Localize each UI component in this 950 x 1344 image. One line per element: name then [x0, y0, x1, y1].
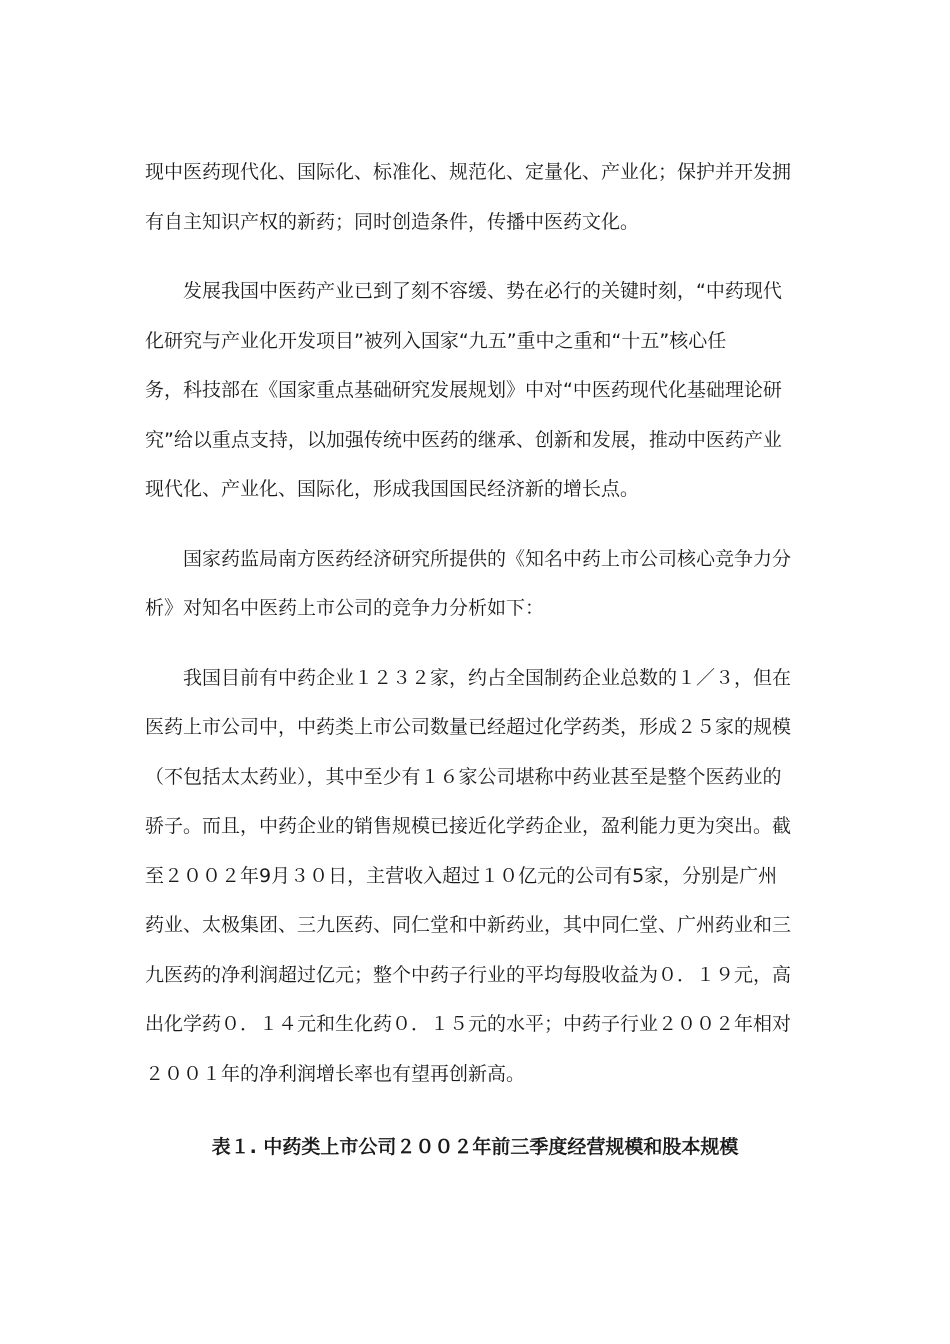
table-title: 表１. 中药类上市公司２００２年前三季度经营规模和股本规模 — [211, 1136, 739, 1158]
paragraph-2 — [145, 267, 805, 515]
text-line: （不包括太太药业），其中至少有１６家公司堪称中药业甚至是整个医药业的 — [145, 765, 782, 788]
document-page — [145, 148, 805, 1173]
text-line: 有自主知识产权的新药；同时创造条件，传播中医药文化。 — [145, 210, 640, 233]
text-line: 国家药监局南方医药经济研究所提供的《知名中药上市公司核心竞争力分 — [183, 547, 792, 570]
text-line: 发展我国中医药产业已到了刻不容缓、势在必行的关键时刻，“中药现代 — [183, 280, 782, 302]
text-line: 现代化、产业化、国际化，形成我国国民经济新的增长点。 — [145, 478, 640, 500]
text-line: 药业、太极集团、三九医药、同仁堂和中新药业，其中同仁堂、广州药业和三 — [145, 914, 792, 936]
text-line: 究”给以重点支持，以加强传统中医药的继承、创新和发展，推动中医药产业 — [145, 428, 782, 451]
text-line: 我国目前有中药企业１２３２家，约占全国制药企业总数的１／３，但在 — [183, 666, 792, 689]
paragraph-3 — [145, 535, 805, 634]
text-line: 九医药的净利润超过亿元；整个中药子行业的平均每股收益为０．１９元，高 — [145, 963, 792, 986]
text-line: ２００１年的净利润增长率也有望再创新高。 — [145, 1062, 526, 1085]
text-line: 至２００２年9月３０日，主营收入超过１０亿元的公司有5家，分别是广州 — [145, 864, 778, 887]
paragraph-1 — [145, 148, 805, 247]
text-line: 务，科技部在《国家重点基础研究发展规划》中对“中医药现代化基础理论研 — [145, 379, 782, 401]
text-line: 出化学药０．１４元和生化药０．１５元的水平；中药子行业２００２年相对 — [145, 1013, 792, 1035]
text-line: 医药上市公司中，中药类上市公司数量已经超过化学药类，形成２５家的规模 — [145, 716, 792, 738]
text-line: 析》对知名中医药上市公司的竞争力分析如下： — [145, 597, 545, 619]
text-line: 化研究与产业化开发项目”被列入国家“九五”重中之重和“十五”核心任 — [145, 329, 727, 352]
text-line: 现中医药现代化、国际化、标准化、规范化、定量化、产业化；保护并开发拥 — [145, 161, 792, 183]
paragraph-4 — [145, 654, 805, 1100]
text-line: 骄子。而且，中药企业的销售规模已接近化学药企业，盈利能力更为突出。截 — [145, 815, 792, 837]
